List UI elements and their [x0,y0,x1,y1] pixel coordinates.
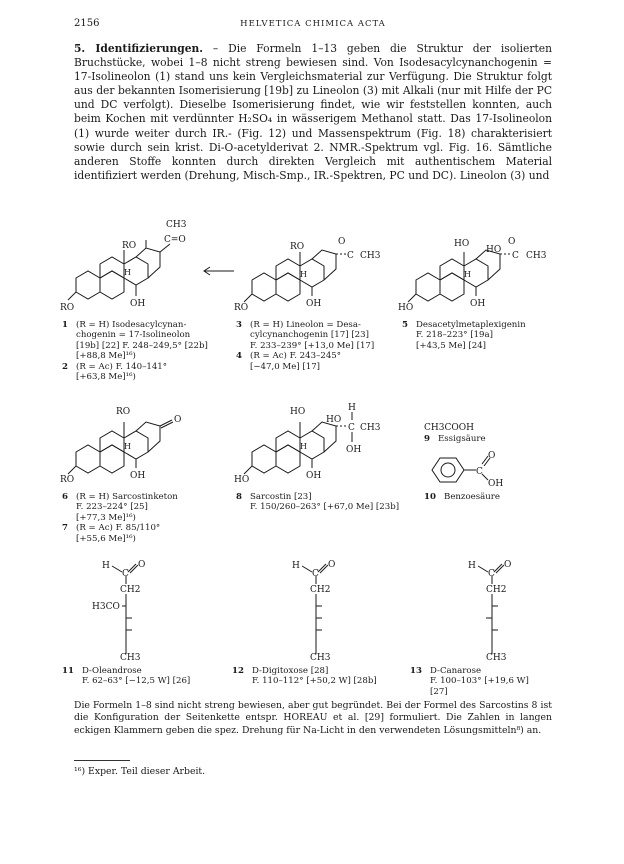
label-oh: OH [130,471,146,481]
label-ch3: CH3 [360,251,381,261]
label-ho: HO [398,303,414,313]
label-c: C [348,423,355,433]
label-ho: HO [454,239,470,249]
label-c: C [312,569,319,579]
label-ch2: CH2 [310,585,331,595]
caption-9: 9 Essigsäure [424,434,486,444]
structure-6 [60,400,200,492]
label-ho: HO [486,245,502,255]
label-ring-h: H [464,270,471,279]
label-o: O [174,415,182,425]
label-o: O [338,237,346,247]
label-oh: OH [306,471,322,481]
label-ring-h: H [124,268,131,277]
label-o: O [504,560,512,570]
label-h3co: H3CO [92,602,120,612]
structure-10 [424,450,524,490]
label-acetic: CH3COOH [424,423,474,433]
caption-10: 10 Benzoesäure [424,492,500,502]
label-o: O [328,560,336,570]
label-oh: OH [346,445,362,455]
label-o: O [508,237,516,247]
label-oh: OH [488,479,504,489]
label-ch3: CH3 [120,653,141,663]
label-ro: RO [60,303,75,313]
caption-11: 11 D-Oleandrose F. 62–63° [−12,5 W] [26] [62,666,191,687]
label-c: C [122,569,129,579]
label-c-o: C=O [164,235,186,245]
label-c: C [347,251,354,261]
structure-8 [236,400,396,492]
label-ch3: CH3 [360,423,381,433]
page-header [74,18,552,32]
label-h: H [468,561,476,571]
journal-title: HELVETICA CHIMICA ACTA [240,19,386,29]
label-h: H [348,403,356,413]
section-text: – Die Formeln 1–13 geben die Struktur der isolierten Bruchstücke, wobei 1–8 nicht streng bewiesen sind. Von Isodesacylcynanchogenin = 17-Isolineolon (1) stand uns kein Vergleichsmaterial zur Verfügung. Die Struktur folgt aus der bekannten Isomerisierung [19b] zu Lineolon (3) mit Alkali (nur mit Hilfe der PC und DC verfolgt). Dieselbe Isomerisierung findet, wie wir feststellen konnten, auch beim Kochen mit verdünnter H₂SO₄ in wässerigem Methanol statt. Das 17-Isolineolon (1) wurde weiter durch IR.- (Fig. 12) und Massenspektrum (Fig. 18) charakterisiert sowie durch sein krist. Di-O-acetylderivat 2. NMR.-Spektrum vgl. Fig. 16. Sämtliche anderen Stoffe konnten durch direkten Vergleich mit authentischem Material identifiziert werden (Drehung, Misch-Smp., IR.-Spektren, PC und DC). Lineolon (3) und [74,42,552,182]
label-ring-h: H [300,442,307,451]
label-ro: RO [116,407,131,417]
structure-1 [60,222,190,318]
label-h: H [292,561,300,571]
caption-3: 3 (R = H) Lineolon = Desa- cylcynanchogenin [17] [23] F. 233–239° [+13,0 Me] [17] 4 (R = Ac) F. 243–245° [−47,0 Me] [17] [236,320,375,372]
section-heading: 5. Identifizierungen. [74,42,204,55]
label-ho: HO [234,475,250,485]
label-oh: OH [470,299,486,309]
structure-11 [92,560,196,664]
label-ring-h: H [300,270,307,279]
equilibrium-arrow [200,265,240,277]
page-number: 2156 [74,18,100,29]
caption-6: 6 (R = H) Sarcostinketon F. 223–224° [25] [+77,3 Me]¹⁶) 7 (R = Ac) F. 85/110° [+55,6 Me]¹⁶) [62,492,178,544]
label-ch3: CH3 [166,220,187,230]
label-ch3: CH3 [486,653,507,663]
structure-3 [236,230,386,320]
label-ho: HO [326,415,342,425]
label-oh: OH [306,299,322,309]
caption-13: 13 D-Canarose F. 100–103° [+19,6 W] [27] [410,666,529,697]
footnote-rule [74,760,130,761]
label-ch2: CH2 [120,585,141,595]
label-ro: RO [290,242,305,252]
label-o: O [138,560,146,570]
caption-8: 8 Sarcostin [23] F. 150/260–263° [+67,0 Me] [23b] [236,492,400,513]
caption-12: 12 D-Digitoxose [28] F. 110–112° [+50,2 W] [28b] [232,666,377,687]
structure-12 [286,560,386,664]
label-c: C [512,251,519,261]
label-oh: OH [130,299,146,309]
footnote: ¹⁶) Exper. Teil dieser Arbeit. [74,766,206,777]
caption-5: 5 Desacetylmetaplexigenin F. 218–223° [19a] [+43,5 Me] [24] [402,320,526,351]
label-ch3: CH3 [526,251,547,261]
label-ring-h: H [124,442,131,451]
structure-13 [462,560,562,664]
label-ro: RO [122,241,137,251]
label-ho: HO [290,407,306,417]
label-ro: RO [234,303,249,313]
label-ch3: CH3 [310,653,331,663]
caption-1: 1 (R = H) Isodesacylcynan- chogenin = 17-Isolineolon [19b] [22] F. 248–249,5° [22b] [+88,8 Me]¹⁶) 2 (R = Ac) F. 140–141° [+63,8 Me]¹⁶) [62,320,208,383]
label-c: C [476,467,483,477]
label-o: O [488,451,496,461]
structure-5 [400,230,560,320]
section-paragraph [74,42,552,183]
label-ch2: CH2 [486,585,507,595]
label-h: H [102,561,110,571]
label-c: C [488,569,495,579]
figure-note: Die Formeln 1–8 sind nicht streng bewiesen, aber gut begründet. Bei der Formel des Sarcostins 8 ist die Konfiguration der Seitenkette entspr. HOREAU et al. [29] formuliert. Die Zahlen in langen eckigen Klammern geben die spez. Drehung für Na-Licht in den verwendeten Lösungsmitteln⁸) an. [74,700,552,736]
label-ro: RO [60,475,75,485]
